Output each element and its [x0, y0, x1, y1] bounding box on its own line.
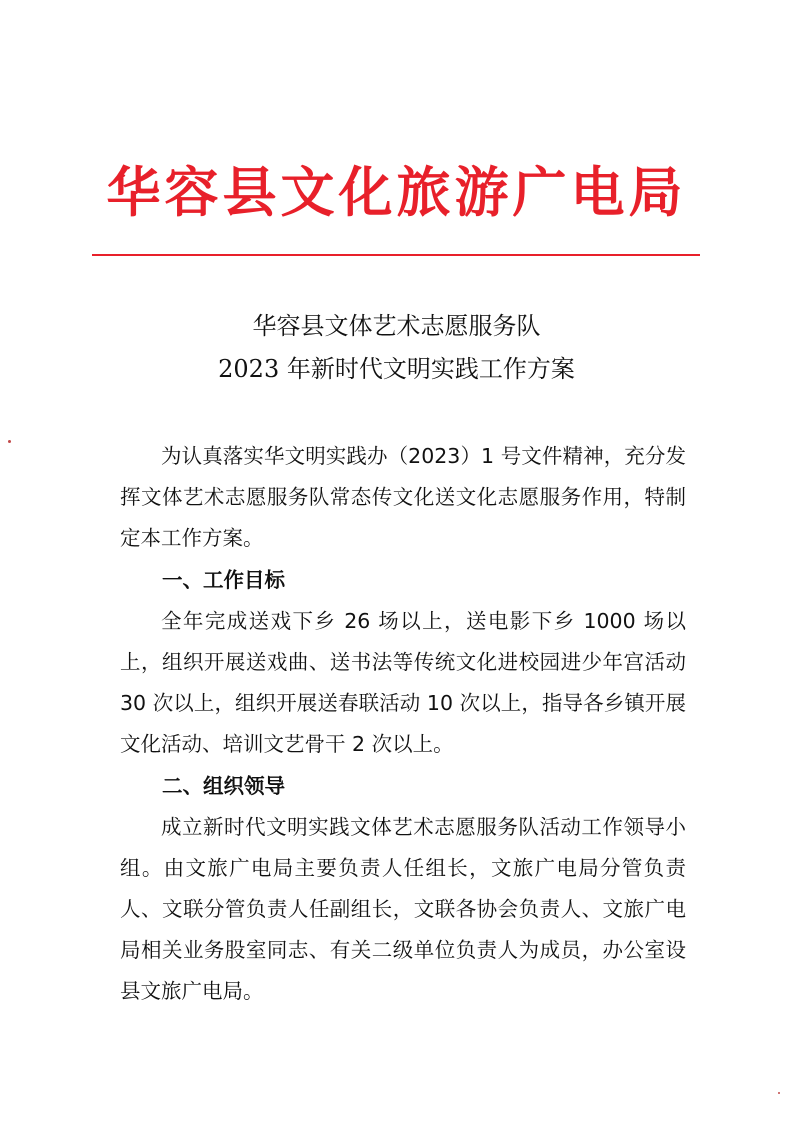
section1-text: 全年完成送戏下乡 26 场以上，送电影下乡 1000 场以上，组织开展送戏曲、送书法等传统文化进校园进少年宫活动 30 次以上，组织开展送春联活动 10 次以上，指导各乡镇开展文化活动、培训文艺骨干 2 次以上。: [120, 609, 686, 756]
section1-heading: 一、工作目标: [162, 568, 285, 592]
scan-speck: [778, 1092, 780, 1094]
document-title-line1: 华容县文体艺术志愿服务队: [252, 312, 541, 340]
intro-text: 为认真落实华文明实践办（2023）1 号文件精神，充分发挥文体艺术志愿服务队常态传文化送文化志愿服务作用，特制定本工作方案。: [120, 444, 686, 550]
section2-text: 成立新时代文明实践文体艺术志愿服务队活动工作领导小组。由文旅广电局主要负责人任组长，文旅广电局分管负责人、文联分管负责人任副组长，文联各协会负责人、文旅广电局相关业务股室同志、有关二级单位负责人为成员，办公室设县文旅广电局。: [120, 815, 686, 1003]
section2-paragraph: [120, 807, 686, 1012]
letterhead-red-rule: [92, 254, 700, 256]
intro-paragraph: [120, 436, 686, 559]
scan-speck: [8, 440, 11, 443]
document-title-line2: 2023 年新时代文明实践工作方案: [218, 355, 575, 383]
letterhead-org-name: 华容县文化旅游广电局: [106, 161, 687, 224]
section2-heading: 二、组织领导: [162, 774, 285, 798]
section1-paragraph: [120, 601, 686, 765]
